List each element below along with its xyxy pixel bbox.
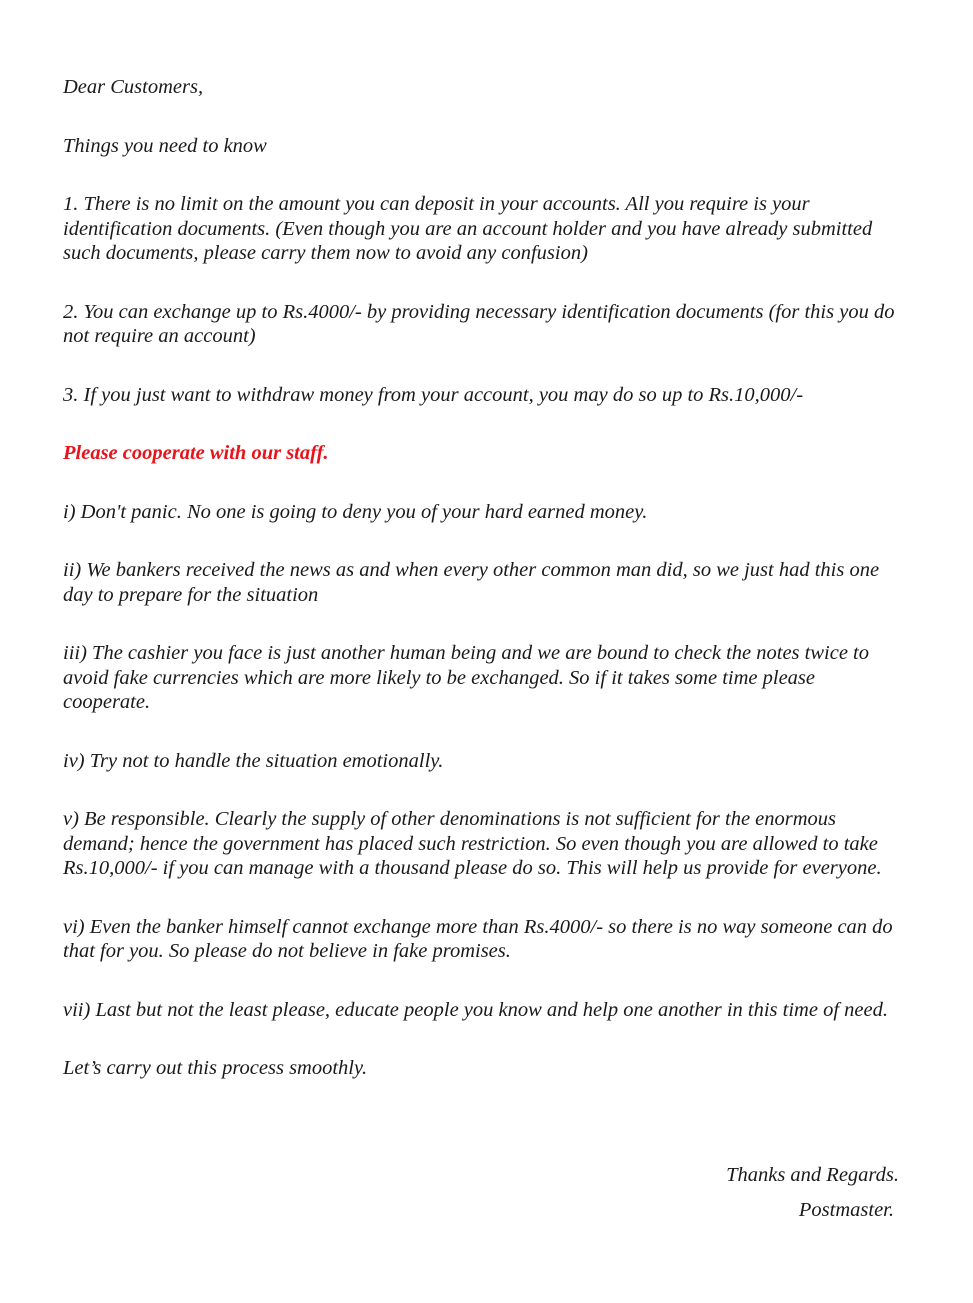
signature-line: Postmaster. (798, 1198, 894, 1221)
salutation: Dear Customers, (63, 76, 204, 98)
point-3: 3. If you just want to withdraw money from your account, you may do so up to Rs.10,000/- (63, 383, 804, 406)
request-iv: iv) Try not to handle the situation emotionally. (63, 749, 444, 772)
request-ii: ii) We bankers received the news as and when every other common man did, so we just had this one day to prepare for the situation (63, 559, 880, 606)
cooperate-heading: Please cooperate with our staff. (63, 442, 329, 464)
regards-line: Thanks and Regards. (726, 1164, 899, 1186)
request-i: i) Don't panic. No one is going to deny you of your hard earned money. (63, 500, 648, 523)
request-v: v) Be responsible. Clearly the supply of other denominations is not sufficient for the enormous demand; hence the government has placed such restriction. So even though you are allowed to take Rs.10,000/- if you can manage with a thousand please do so. This will help us provide for everyone. (63, 808, 882, 879)
request-vi: vi) Even the banker himself cannot exchange more than Rs.4000/- so there is no way someone can do that for you. So please do not believe in fake promises. (63, 915, 893, 962)
letter-body (63, 75, 895, 1115)
closing-line: Let’s carry out this process smoothly. (63, 1057, 368, 1079)
intro-heading: Things you need to know (63, 134, 267, 157)
point-1: 1. There is no limit on the amount you can deposit in your accounts. All you require is your identification documents. (Even though you are an account holder and you have already submitted such documents, please carry them now to avoid any confusion) (63, 193, 873, 264)
request-vii: vii) Last but not the least please, educate people you know and help one another in this time of need. (63, 998, 888, 1021)
point-2: 2. You can exchange up to Rs.4000/- by providing necessary identification documents (for this you do not require an account) (63, 300, 895, 347)
signoff-block (726, 1163, 899, 1222)
request-iii: iii) The cashier you face is just another human being and we are bound to check the notes twice to avoid fake currencies which are more likely to be exchanged. So if it takes some time please cooperate. (63, 642, 869, 713)
